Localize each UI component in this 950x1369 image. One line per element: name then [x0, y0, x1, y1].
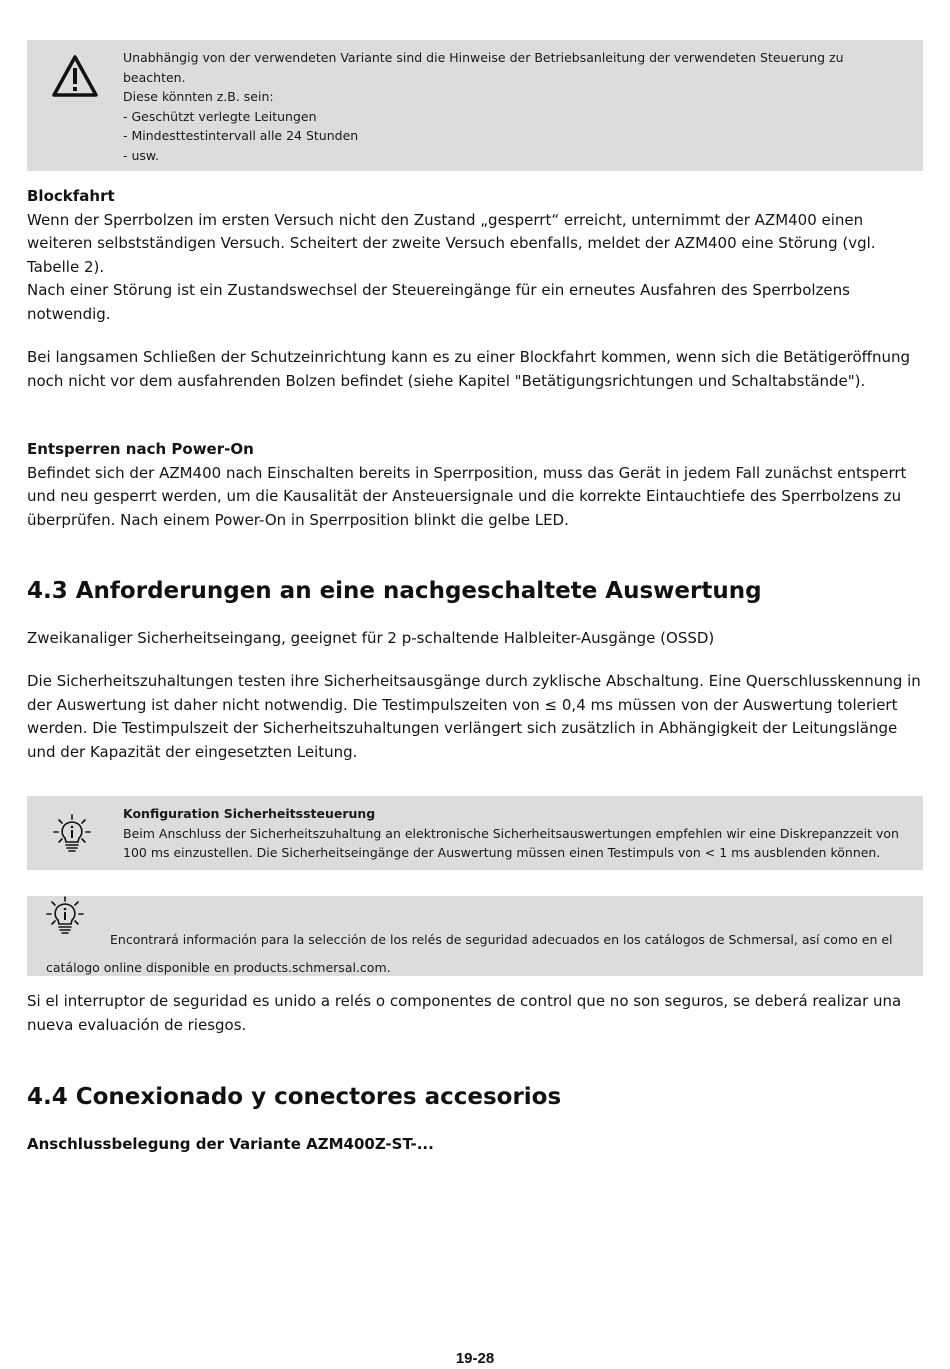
section-4-3-paragraph-2-block	[27, 670, 923, 764]
page-number: 19-28	[455, 1350, 495, 1367]
lightbulb-info-icon	[53, 814, 91, 858]
warning-notice-text	[123, 48, 915, 165]
config-notice-title: Konfiguration Sicherheitssteuerung	[123, 806, 376, 821]
section-4-4-subheading: Anschlussbelegung der Variante AZM400Z-ST-...	[27, 1135, 434, 1153]
warning-notice-box	[27, 40, 923, 171]
spanish-notice-line-1: Encontrará información para la selección de los relés de seguridad adecuados en los catálogos de Schmersal, así como en el	[110, 932, 893, 947]
section-4-3-paragraph-1: Zweikanaliger Sicherheitseingang, geeignet für 2 p-schaltende Halbleiter-Ausgänge (OSSD)	[27, 629, 715, 647]
section-4-3-paragraph-1-block	[27, 627, 923, 651]
blockfahrt-heading: Blockfahrt	[27, 187, 115, 205]
spanish-paragraph-block	[27, 990, 923, 1037]
config-notice-line-2: 100 ms einzustellen. Die Sicherheitseingänge der Auswertung müssen einen Testimpuls von < 1 ms ausblenden können.	[123, 845, 881, 860]
warning-line: beachten.	[123, 69, 186, 85]
spanish-paragraph: Si el interruptor de seguridad es unido a relés o componentes de control que no son seguros, se deberá realizar una nueva evaluación de riesgos.	[27, 992, 902, 1034]
config-notice-text	[123, 804, 915, 863]
blockfahrt-section	[27, 185, 923, 326]
power-on-heading: Entsperren nach Power-On	[27, 440, 254, 458]
section-4-3-title: 4.3 Anforderungen an eine nachgeschaltete Auswertung	[27, 578, 762, 604]
blockfahrt-paragraph-1: Wenn der Sperrbolzen im ersten Versuch nicht den Zustand „gesperrt“ erreicht, unternimmt der AZM400 einen weiteren selbstständigen Versuch. Scheitert der zweite Versuch ebenfalls, meldet der AZM400 eine Störung (vgl. Tabelle 2).	[27, 210, 876, 276]
blockfahrt-paragraph-2: Nach einer Störung ist ein Zustandswechsel der Steuereingänge für ein erneutes Ausfahren des Sperrbolzens notwendig.	[27, 281, 850, 323]
power-on-paragraph: Befindet sich der AZM400 nach Einschalten bereits in Sperrposition, muss das Gerät in jedem Fall zunächst entsperrt und neu gesperrt werden, um die Kausalität der Ansteuersignale und die korrekte Eintauchtiefe des Sperrbolzens zu überprüfen. Nach einem Power-On in Sperrposition blinkt die gelbe LED.	[27, 463, 907, 529]
warning-line: - Mindesttestintervall alle 24 Stunden	[123, 128, 359, 143]
config-notice-box	[27, 796, 923, 870]
section-4-4-title: 4.4 Conexionado y conectores accesorios	[27, 1084, 562, 1110]
warning-line: - Geschützt verlegte Leitungen	[123, 108, 317, 124]
warning-line: Diese könnten z.B. sein:	[123, 89, 274, 104]
section-4-3-paragraph-2: Die Sicherheitszuhaltungen testen ihre Sicherheitsausgänge durch zyklische Abschaltung. Eine Querschlusskennung in der Auswertung ist daher nicht notwendig. Die Testimpulszeiten von ≤ 0,4 ms müssen von der Auswertung toleriert werden. Die Testimpulszeit der Sicherheitszuhaltungen verlängert sich zusätzlich in Abhängigkeit der Leitungslänge und der Kapazität der eingesetzten Leitung.	[27, 672, 921, 761]
config-notice-line-1: Beim Anschluss der Sicherheitszuhaltung an elektronische Sicherheitsauswertungen empfehlen wir eine Diskrepanzzeit von	[123, 825, 899, 841]
spanish-notice-box	[27, 896, 923, 976]
warning-triangle-icon	[51, 54, 99, 102]
power-on-section	[27, 438, 923, 532]
blockfahrt-paragraph-3-block	[27, 346, 923, 393]
blockfahrt-paragraph-3: Bei langsamen Schließen der Schutzeinrichtung kann es zu einer Blockfahrt kommen, wenn sich die Betätigeröffnung noch nicht vor dem ausfahrenden Bolzen befindet (siehe Kapitel "Betätigungsrichtungen und Schaltabstände").	[27, 348, 911, 390]
spanish-notice-line-2: catálogo online disponible en products.schmersal.com.	[46, 960, 391, 975]
warning-line: Unabhängig von der verwendeten Variante sind die Hinweise der Betriebsanleitung der verwendeten Steuerung zu	[123, 50, 844, 65]
warning-line: - usw.	[123, 147, 159, 163]
lightbulb-info-icon	[46, 896, 84, 940]
